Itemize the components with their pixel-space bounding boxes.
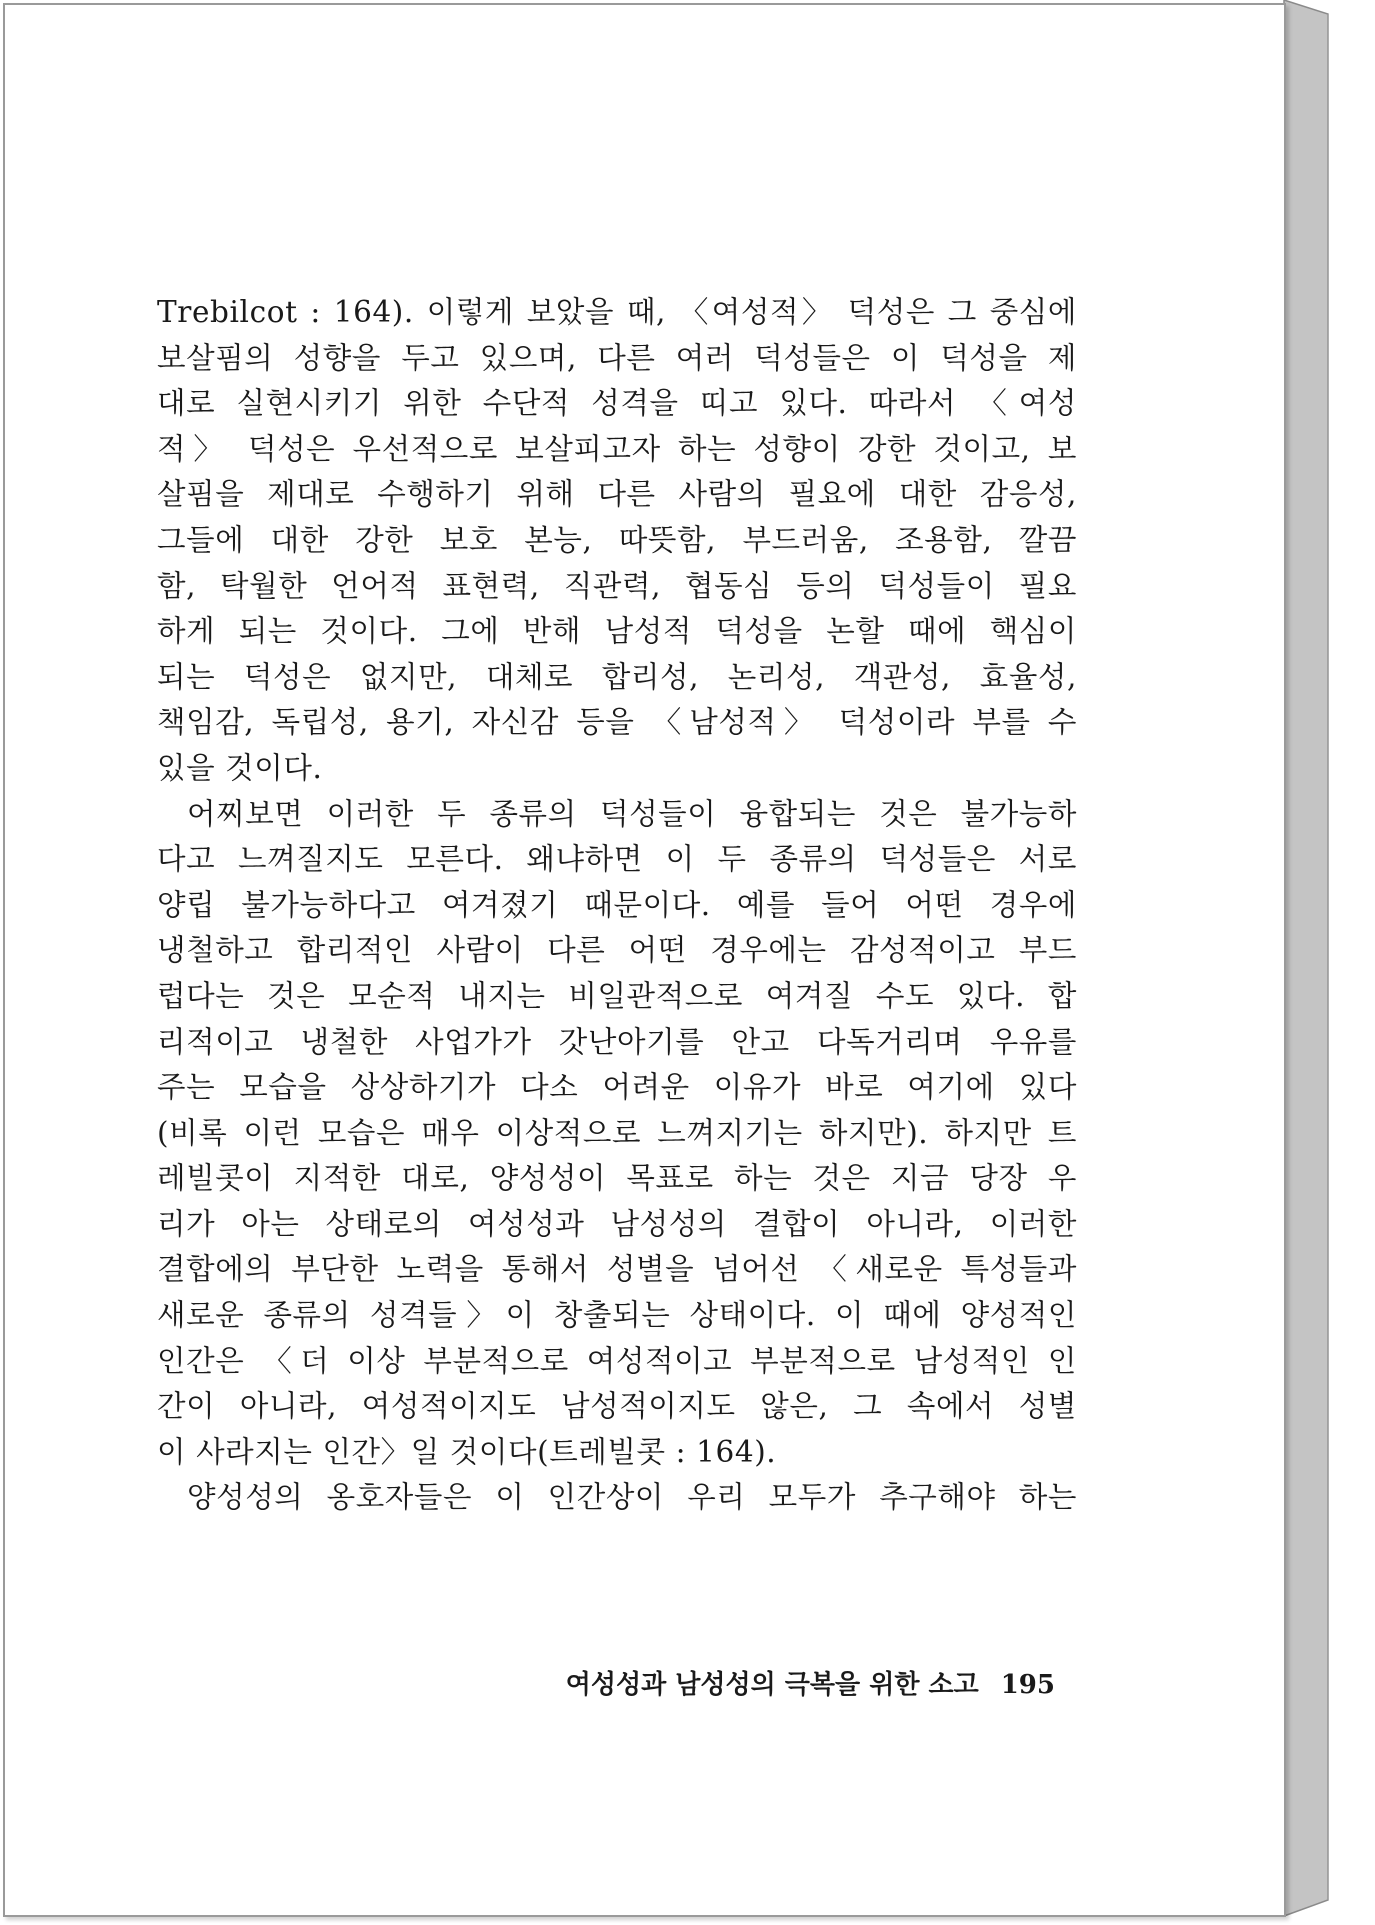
- text-line: 레빌콧이 지적한 대로, 양성성이 목표로 하는 것은 지금 당장 우: [157, 1161, 1077, 1196]
- text-line: 함, 탁월한 언어적 표현력, 직관력, 협동심 등의 덕성들이 필요: [157, 568, 1077, 603]
- text-line: 다고 느껴질지도 모른다. 왜냐하면 이 두 종류의 덕성들은 서로: [157, 842, 1077, 877]
- text-line: Trebilcot : 164). 이렇게 보았을 때, 〈여성적〉 덕성은 그 중심에: [157, 295, 1077, 329]
- text-line: 어찌보면 이러한 두 종류의 덕성들이 융합되는 것은 불가능하: [187, 796, 1077, 831]
- text-line: 있을 것이다.: [157, 750, 323, 785]
- text-line: 냉철하고 합리적인 사람이 다른 어떤 경우에는 감성적이고 부드: [157, 933, 1077, 968]
- text-line: 주는 모습을 상상하기가 다소 어려운 이유가 바로 여기에 있다: [157, 1070, 1077, 1105]
- running-title: 여성성과 남성성의 극복을 위한 소고: [565, 1670, 979, 1700]
- book-page: [3, 3, 1286, 1917]
- text-line: 럽다는 것은 모순적 내지는 비일관적으로 여겨질 수도 있다. 합: [157, 978, 1077, 1013]
- text-line: 적〉 덕성은 우선적으로 보살피고자 하는 성향이 강한 것이고, 보: [157, 431, 1077, 466]
- book-edge-shape: [1284, 0, 1374, 1925]
- text-line: 결합에의 부단한 노력을 통해서 성별을 넘어선 〈새로운 특성들과: [157, 1252, 1077, 1287]
- text-line: 이 사라지는 인간〉일 것이다(트레빌콧 : 164).: [157, 1434, 777, 1469]
- text-line: 대로 실현시키기 위한 수단적 성격을 띠고 있다. 따라서 〈여성: [157, 386, 1077, 421]
- running-footer: [535, 1665, 1055, 1705]
- text-line: (비록 이런 모습은 매우 이상적으로 느껴지기는 하지만). 하지만 트: [157, 1115, 1077, 1150]
- text-line: 하게 되는 것이다. 그에 반해 남성적 덕성을 논할 때에 핵심이: [157, 614, 1077, 649]
- text-line: 양립 불가능하다고 여겨졌기 때문이다. 예를 들어 어떤 경우에: [157, 887, 1077, 922]
- page-number: 195: [1000, 1670, 1055, 1700]
- text-line: 되는 덕성은 없지만, 대체로 합리성, 논리성, 객관성, 효율성,: [157, 659, 1077, 694]
- text-line: 책임감, 독립성, 용기, 자신감 등을 〈남성적〉 덕성이라 부를 수: [157, 705, 1077, 740]
- text-line: 리가 아는 상태로의 여성성과 남성성의 결합이 아니라, 이러한: [157, 1206, 1077, 1241]
- text-line: 보살핌의 성향을 두고 있으며, 다른 여러 덕성들은 이 덕성을 제: [157, 340, 1077, 375]
- text-line: 살핌을 제대로 수행하기 위해 다른 사람의 필요에 대한 감응성,: [157, 477, 1077, 512]
- text-line: 리적이고 냉철한 사업가가 갓난아기를 안고 다독거리며 우유를: [157, 1024, 1077, 1059]
- text-line: 양성성의 옹호자들은 이 인간상이 우리 모두가 추구해야 하는: [187, 1480, 1077, 1515]
- text-line: 그들에 대한 강한 보호 본능, 따뜻함, 부드러움, 조용함, 깔끔: [157, 522, 1077, 557]
- text-line: 인간은 〈더 이상 부분적으로 여성적이고 부분적으로 남성적인 인: [157, 1343, 1077, 1378]
- text-line: 간이 아니라, 여성적이지도 남성적이지도 않은, 그 속에서 성별: [157, 1389, 1077, 1424]
- text-line: 새로운 종류의 성격들〉이 창출되는 상태이다. 이 때에 양성적인: [157, 1298, 1077, 1333]
- body-text: [157, 290, 1077, 1521]
